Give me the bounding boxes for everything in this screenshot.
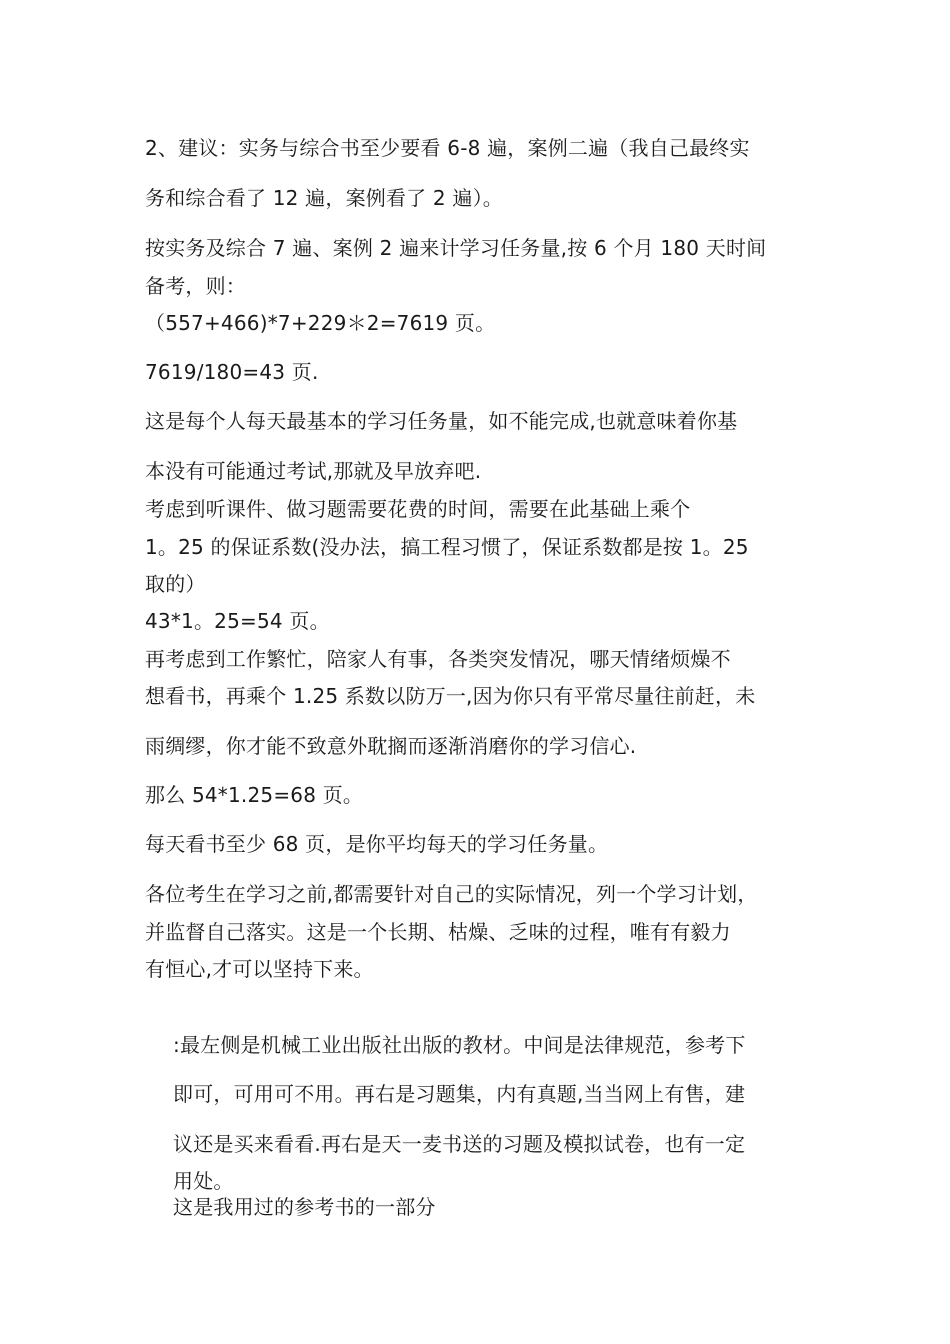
paragraph-line: 取的） bbox=[145, 572, 206, 596]
formula-line: 那么 54*1.25=68 页。 bbox=[145, 783, 364, 807]
paragraph-line: 再考虑到工作繁忙，陪家人有事，各类突发情况，哪天情绪烦燥不 bbox=[145, 647, 731, 671]
paragraph-line: 2、建议：实务与综合书至少要看 6-8 遍，案例二遍（我自己最终实 bbox=[145, 136, 750, 160]
paragraph-line: 想看书，再乘个 1.25 系数以防万一,因为你只有平常尽量往前赶，未 bbox=[145, 684, 756, 708]
caption-line: 议还是买来看看.再右是天一麦书送的习题及模拟试卷，也有一定 bbox=[173, 1132, 746, 1156]
paragraph-line: 并监督自己落实。这是一个长期、枯燥、乏味的过程，唯有有毅力 bbox=[145, 920, 731, 944]
paragraph-line: 这是每个人每天最基本的学习任务量，如不能完成,也就意味着你基 bbox=[145, 409, 738, 433]
paragraph-line: 按实务及综合 7 遍、案例 2 遍来计学习任务量,按 6 个月 180 天时间 bbox=[145, 236, 767, 260]
paragraph-line: 本没有可能通过考试,那就及早放弃吧. bbox=[145, 459, 482, 483]
paragraph-line: 有恒心,才可以坚持下来。 bbox=[145, 957, 374, 981]
formula-line: 7619/180=43 页. bbox=[145, 360, 319, 384]
caption-line: 即可，可用可不用。再右是习题集，内有真题,当当网上有售，建 bbox=[173, 1082, 746, 1106]
paragraph-line: 各位考生在学习之前,都需要针对自己的实际情况，列一个学习计划， bbox=[145, 882, 758, 906]
paragraph-line: 每天看书至少 68 页，是你平均每天的学习任务量。 bbox=[145, 832, 609, 856]
caption-line: :最左侧是机械工业出版社出版的教材。中间是法律规范，参考下 bbox=[173, 1033, 746, 1057]
formula-line: （557+466)*7+229＊2=7619 页。 bbox=[145, 311, 496, 335]
paragraph-line: 务和综合看了 12 遍，案例看了 2 遍）。 bbox=[145, 186, 504, 210]
caption-line: 这是我用过的参考书的一部分 bbox=[173, 1195, 436, 1219]
caption-line: 用处。 bbox=[173, 1169, 234, 1193]
paragraph-line: 备考，则： bbox=[145, 274, 246, 298]
formula-line: 43*1。25=54 页。 bbox=[145, 609, 330, 633]
paragraph-line: 1。25 的保证系数(没办法，搞工程习惯了，保证系数都是按 1。25 bbox=[145, 535, 749, 559]
paragraph-line: 考虑到听课件、做习题需要花费的时间，需要在此基础上乘个 bbox=[145, 497, 691, 521]
paragraph-line: 雨绸缪，你才能不致意外耽搁而逐渐消磨你的学习信心. bbox=[145, 734, 637, 758]
